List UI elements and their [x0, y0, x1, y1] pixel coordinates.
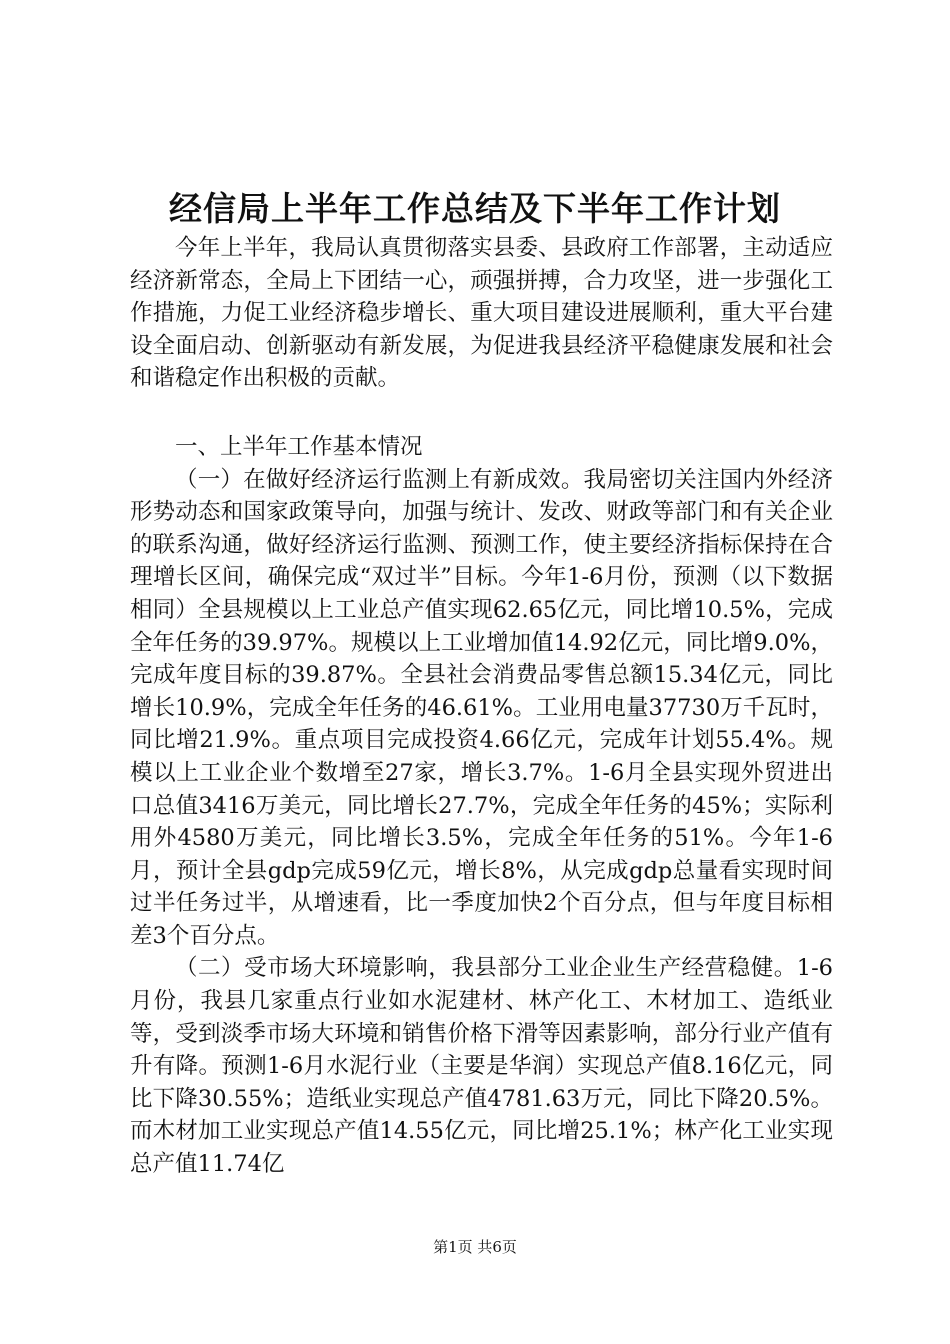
paragraph-economic-monitoring: （一）在做好经济运行监测上有新成效。我局密切关注国内外经济形势动态和国家政策导向，加强与统计、发改、财政等部门和有关企业的联系沟通，做好经济运行监测、预测工作，使主要经济指标保持在合理增长区间，确保完成“双过半”目标。今年1-6月份，预测（以下数据相同）全县规模以上工业总产值实现62.65亿元，同比增10.5%，完成全年任务的39.97%。规模以上工业增加值14.92亿元，同比增9.0%，完成年度目标的39.87%。全县社会消费品零售总额15.34亿元，同比增长10.9%，完成全年任务的46.61%。工业用电量37730万千瓦时，同比增21.9%。重点项目完成投资4.66亿元，完成年计划55.4%。规模以上工业企业个数增至27家，增长3.7%。1-6月全县实现外贸进出口总值3416万美元，同比增长27.7%，完成全年任务的45%；实际利用外4580万美元，同比增长3.5%，完成全年任务的51%。今年1-6月，预计全县gdp完成59亿元，增长8%，从完成gdp总量看实现时间过半任务过半，从增速看，比一季度加快2个百分点，但与年度目标相差3个百分点。	[130, 466, 833, 949]
page-number-footer: 第1页 共6页	[433, 1238, 517, 1256]
intro-paragraph: 今年上半年，我局认真贯彻落实县委、县政府工作部署，主动适应经济新常态，全局上下团结一心，顽强拼搏，合力攻坚，进一步强化工作措施，力促工业经济稳步增长、重大项目建设进展顺利，重大平台建设全面启动、创新驱动有新发展，为促进我县经济平稳健康发展和社会和谐稳定作出积极的贡献。	[130, 235, 833, 392]
document-title: 经信局上半年工作总结及下半年工作计划	[169, 189, 781, 228]
document-body	[130, 232, 833, 1181]
section-heading: 一、上半年工作基本情况	[175, 433, 423, 460]
paragraph-market-impact: （二）受市场大环境影响，我县部分工业企业生产经营稳健。1-6月份，我县几家重点行业如水泥建材、林产化工、木材加工、造纸业等，受到淡季市场大环境和销售价格下滑等因素影响，部分行业产值有升有降。预测1-6月水泥行业（主要是华润）实现总产值8.16亿元，同比下降30.55%；造纸业实现总产值4781.63万元，同比下降20.5%。而木材加工业实现总产值14.55亿元，同比增25.1%；林产化工业实现总产值11.74亿	[130, 955, 833, 1178]
